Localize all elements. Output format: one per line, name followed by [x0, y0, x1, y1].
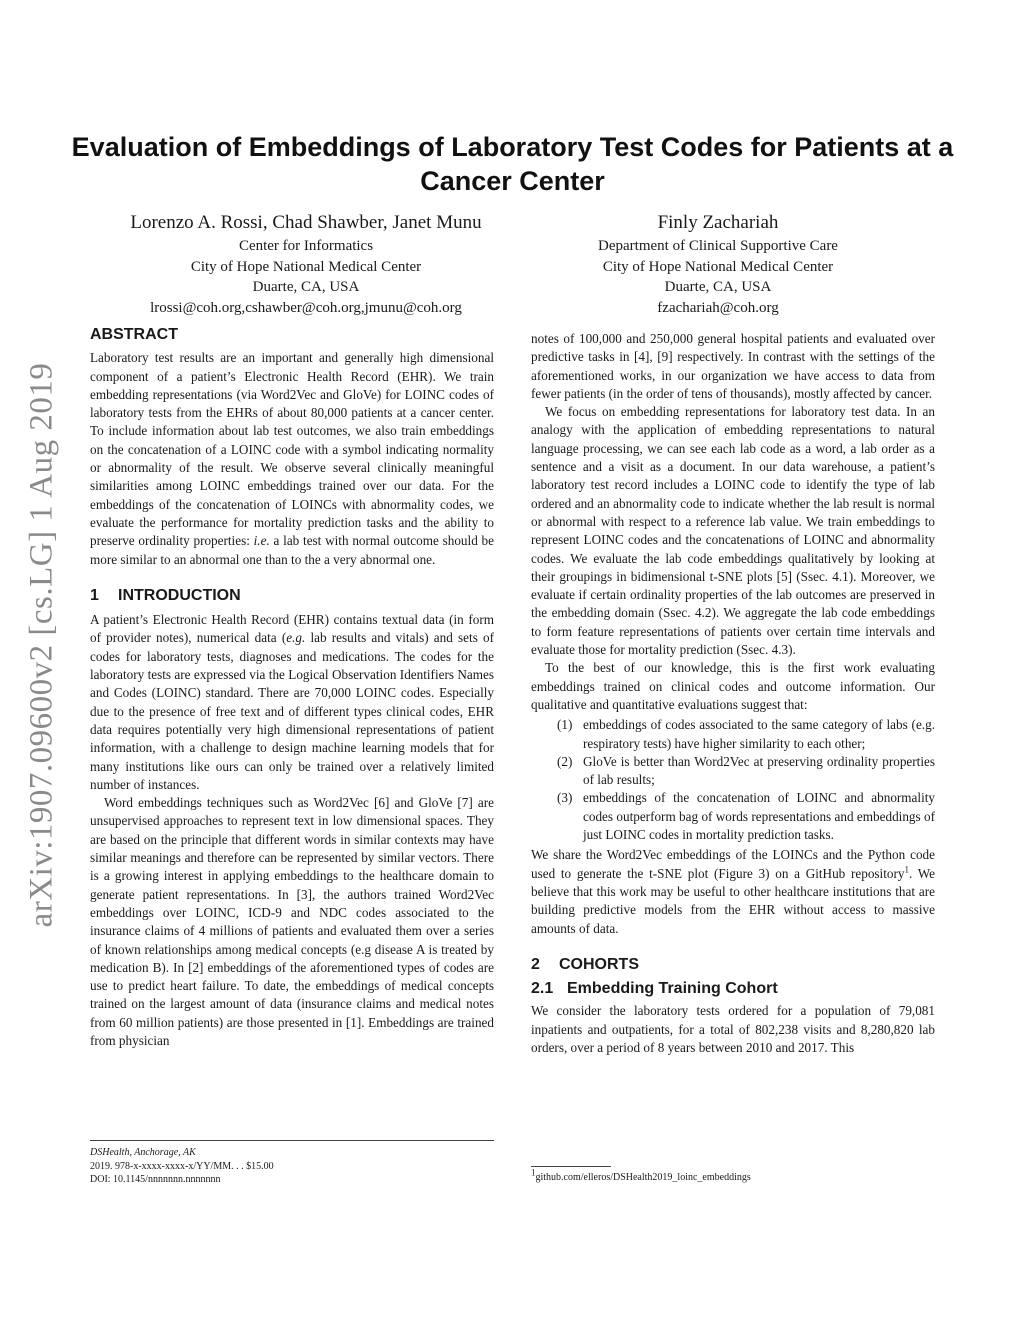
list-item: (3) embeddings of the concatenation of LOINC and abnormality codes outperform bag of words representations and embeddings of just LOINC codes in mortality prediction tasks.: [557, 790, 935, 843]
author-department: Department of Clinical Supportive Care: [598, 238, 838, 254]
author-email: fzachariah@coh.org: [657, 299, 779, 316]
paper-title: Evaluation of Embeddings of Laboratory Test Codes for Patients at a Cancer Center: [71, 132, 954, 196]
findings-list: [531, 716, 935, 844]
subsection-heading-embedding-cohort: 2.1 Embedding Training Cohort: [531, 980, 778, 998]
intro-paragraph-3: We focus on embedding representations for laboratory test data. In an analogy with the application of embedding representations to natural language processing, we can see each lab code as a word, a lab order as a sentence and a visit as a document. In our data warehouse, a patient’s laboratory test record includes a LOINC code to identify the type of lab ordered and an abnormality code to indicate whether the lab result is normal or abnormal with respect to a reference lab value. We train embeddings to represent LOINC codes and the concatenations of LOINC and abnormality codes. We evaluate the lab code embeddings qualitatively by looking at their groupings in bidimensional t-SNE plots [5] (Ssec. 4.1). Moreover, we evaluate if certain ordinality properties of the lab outcomes are preserved in the embedding domain (Ssec. 4.2). We aggregate the lab code embeddings to form feature representations of patients over certain time intervals and evaluate those for mortality prediction (Ssec. 4.3).: [531, 404, 935, 658]
author-organization: City of Hope National Medical Center: [190, 258, 422, 275]
footnote-link[interactable]: github.com/elleros/DSHealth2019_loinc_embeddings: [535, 1172, 751, 1183]
author-names: Finly Zachariah: [657, 212, 779, 233]
author-names: Lorenzo A. Rossi, Chad Shawber, Janet Munu: [130, 212, 482, 233]
author-organization: City of Hope National Medical Center: [602, 258, 834, 275]
list-item: (2) GloVe is better than Word2Vec at preserving ordinality properties of lab results;: [557, 753, 935, 788]
footnote-marker: 1: [904, 864, 909, 875]
abstract-heading: ABSTRACT: [90, 326, 178, 343]
right-column: [531, 330, 935, 1057]
author-block-right: [540, 210, 896, 318]
footnote: [531, 1166, 935, 1184]
list-item: (1) embeddings of codes associated to the same category of labs (e.g. respiratory tests) have higher similarity to each other;: [557, 717, 935, 751]
section-heading-cohorts: 2 COHORTS: [531, 955, 639, 973]
author-location: Duarte, CA, USA: [664, 279, 772, 295]
intro-paragraph-1: A patient’s Electronic Health Record (EHR) contains textual data (in form of provider notes), numerical data (e.g. lab results and vitals) and sets of codes for laboratory tests, diagnoses and medications. The codes for the laboratory tests are expressed via the Logical Observation Identifiers Names and Codes (LOINC) standard. There are 70,000 LOINC codes. Especially due to the presence of free text and of different types clinical codes, EHR data requires potentially very high dimensional representations of patient information, with a challenge to design machine learning models that for many institutions like ours can only be trained over a relatively limited number of instances.: [90, 612, 495, 792]
intro-paragraph-5: We share the Word2Vec embeddings of the LOINCs and the Python code used to generate the t-SNE plot (Figure 3) on a GitHub repository$^1$. We believe that this work may be useful to other healthcare institutions that are building predictive models from the EHR without access to massive amounts of data.: [531, 847, 935, 936]
footnote-rule: [531, 1166, 611, 1167]
publication-footer: [90, 1140, 494, 1187]
doi: DOI: 10.1145/nnnnnnn.nnnnnnn: [90, 1174, 221, 1185]
isbn: 2019. 978-x-xxxx-xxxx-x/YY/MM. . . $15.00: [90, 1160, 274, 1172]
cohorts-paragraph: We consider the laboratory tests ordered for a population of 79,081 inpatients and outpatients, for a total of 802,238 visits and 8,280,820 lab orders, over a period of 8 years between 2010 and 2017. This: [531, 1003, 935, 1055]
intro-paragraph-2: Word embeddings techniques such as Word2Vec [6] and GloVe [7] are unsupervised approaches to represent text in low dimensional spaces. They are based on the principle that different words in similar contexts may have similar meanings and therefore can be represented by similar vectors. There is a growing interest in applying embeddings to the healthcare domain to generate patient representations. In [3], the authors trained Word2Vec embeddings over LOINC, ICD-9 and NDC codes associated to the insurance claims of 4 millions of patients and evaluated them over a series of known relationships among medical concepts (e.g disease A is treated by medication B). In [2] embeddings of the aforementioned types of codes are use to predict heart failure. To date, the embeddings of medical concepts trained on the largest amount of data (insurance claims and medical notes from 60 million patients) are those presented in [1]. Embeddings are trained from physician: [90, 795, 494, 1048]
arxiv-identifier-text: arXiv:1907.09600v2 [cs.LG] 1 Aug 2019: [23, 362, 60, 928]
left-column: [90, 326, 494, 1050]
venue: DSHealth, Anchorage, AK: [90, 1147, 196, 1158]
author-department: Center for Informatics: [238, 238, 374, 254]
author-email: lrossi@coh.org,cshawber@coh.org,jmunu@coh.org: [150, 299, 462, 316]
author-location: Duarte, CA, USA: [252, 279, 360, 295]
author-block-left: [100, 210, 512, 318]
section-heading-introduction: 1 INTRODUCTION: [90, 586, 241, 604]
footnote-mark: 1: [531, 1167, 536, 1178]
abstract-text: Laboratory test results are an important and generally high dimensional component of a patient’s Electronic Health Record (EHR). We train embedding representations (via Word2Vec and GloVe) for LOINC codes of laboratory tests from the EHRs of about 80,000 patients at a cancer center. To include information about lab test outcomes, we also train embeddings on the concatenation of a LOINC code with a symbol indicating normality or abnormality of the result. We observe several clinically meaningful similarities among LOINC embeddings trained over our data. For the embeddings of the concatenation of LOINCs with abnormality codes, we evaluate the performance for mortality prediction tasks and the ability to preserve ordinality properties: i.e. a lab test with normal outcome should be more similar to an abnormal one than to the a very abnormal one.: [90, 350, 494, 567]
intro-paragraph-4: To the best of our knowledge, this is the first work evaluating embeddings trained on clinical codes and outcome information. Our qualitative and quantitative evaluations suggest that:: [531, 660, 935, 712]
footer-rule: [90, 1140, 494, 1141]
intro-paragraph-2-continued: notes of 100,000 and 250,000 general hospital patients and evaluated over predictive tasks in [4], [9] respectively. In contrast with the settings of the aforementioned works, in our organization we have access to data from fewer patients (in the order of tens of thousands), mostly affected by cancer.: [531, 331, 935, 401]
